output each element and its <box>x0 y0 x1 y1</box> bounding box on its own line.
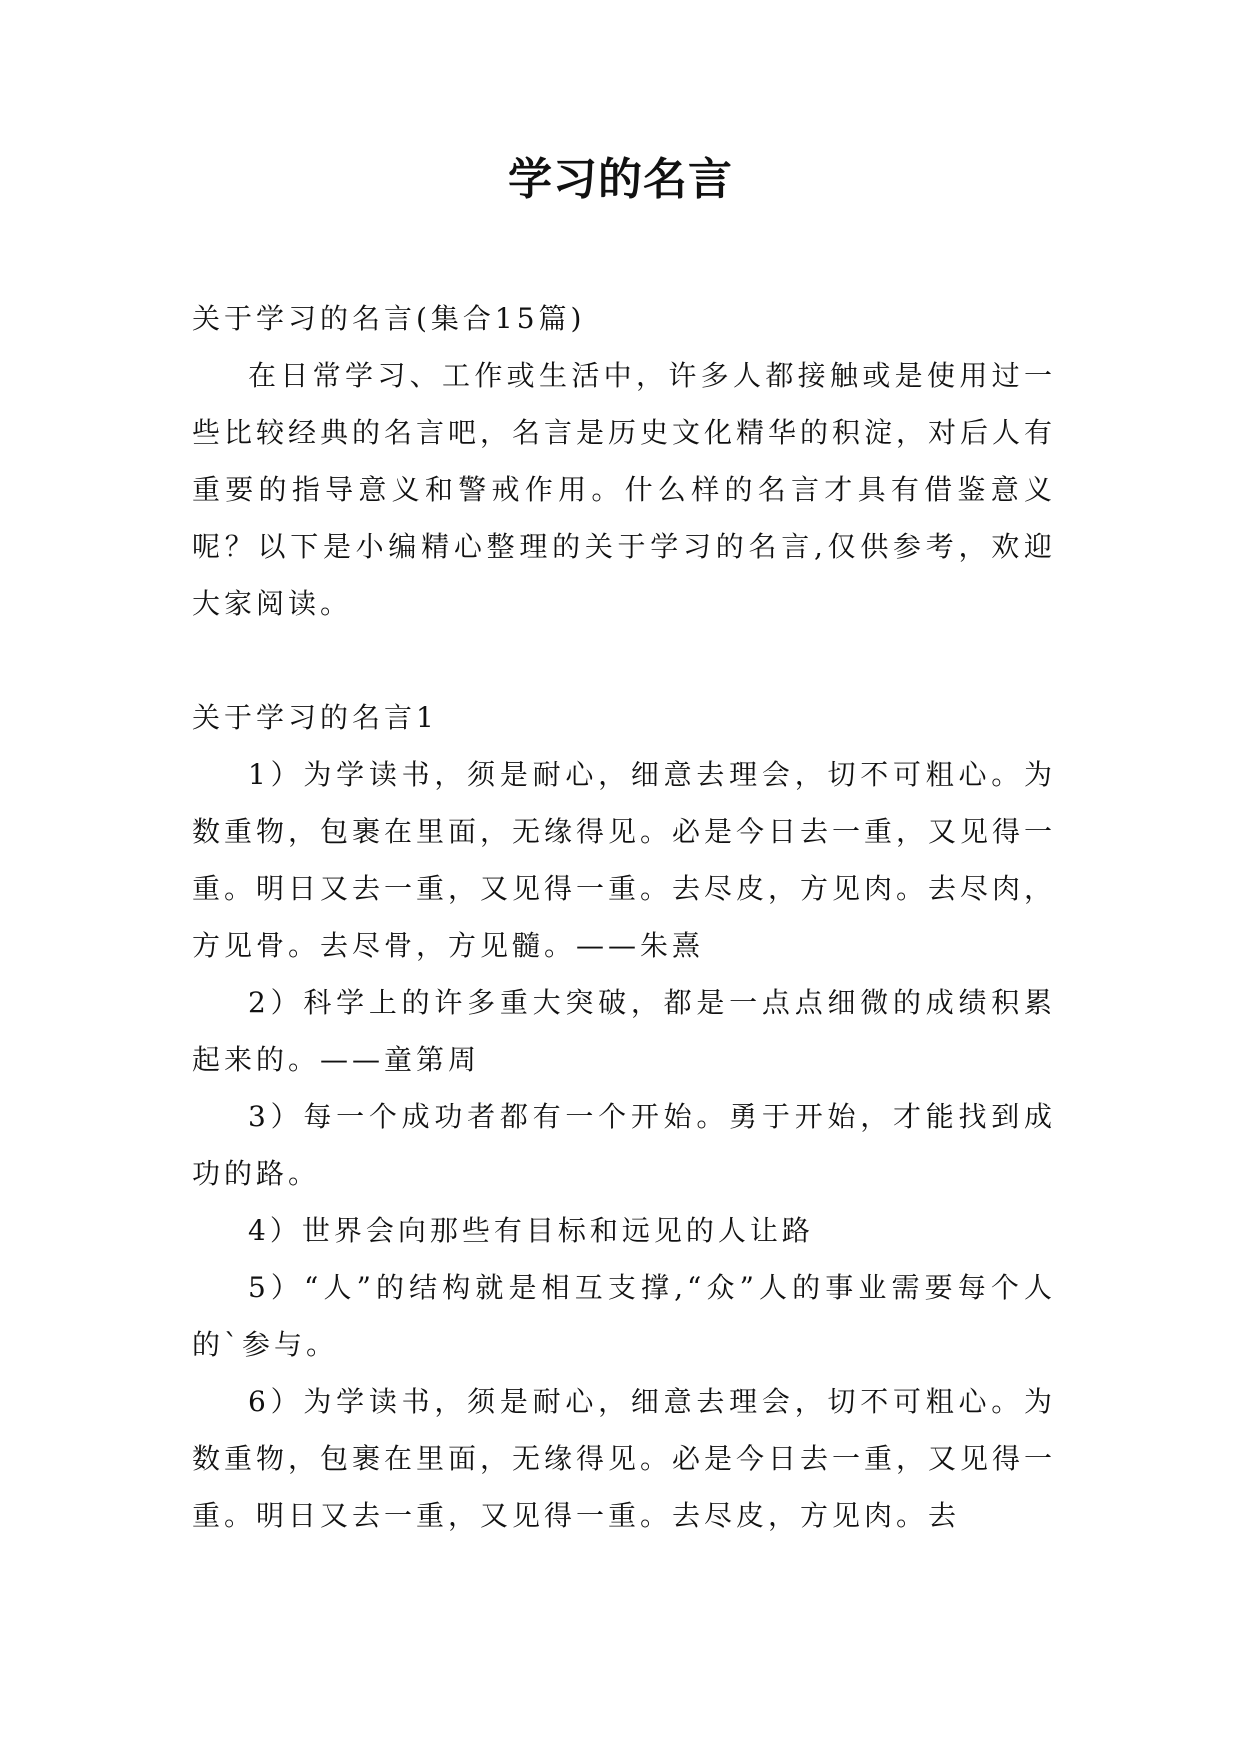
quote-item: 5）“人”的结构就是相互支撑,“众”人的事业需要每个人的`参与。 <box>192 1271 1056 1361</box>
section-heading: 关于学习的名言1 <box>192 701 438 734</box>
intro-heading: 关于学习的名言(集合15篇) <box>192 302 586 335</box>
quote-item: 4）世界会向那些有目标和远见的人让路 <box>248 1214 814 1247</box>
quote-item: 3）每一个成功者都有一个开始。勇于开始，才能找到成功的路。 <box>192 1100 1056 1190</box>
quote-item: 2）科学上的许多重大突破，都是一点点细微的成绩积累起来的。——童第周 <box>192 986 1056 1076</box>
intro-paragraph: 在日常学习、工作或生活中，许多人都接触或是使用过一些比较经典的名言吧，名言是历史文化精华的积淀，对后人有重要的指导意义和警戒作用。什么样的名言才具有借鉴意义呢？以下是小编精心整理的关于学习的名言,仅供参考，欢迎大家阅读。 <box>192 359 1057 620</box>
document-title: 学习的名言 <box>508 154 733 205</box>
quote-item: 1）为学读书，须是耐心，细意去理会，切不可粗心。为数重物，包裹在里面，无缘得见。必是今日去一重，又见得一重。明日又去一重，又见得一重。去尽皮，方见肉。去尽肉，方见骨。去尽骨，方见髓。——朱熹 <box>192 758 1057 962</box>
paragraph-spacer <box>192 632 1056 689</box>
document-body <box>192 290 1056 1544</box>
quote-item: 6）为学读书，须是耐心，细意去理会，切不可粗心。为数重物，包裹在里面，无缘得见。必是今日去一重，又见得一重。明日又去一重，又见得一重。去尽皮，方见肉。去 <box>192 1385 1057 1532</box>
